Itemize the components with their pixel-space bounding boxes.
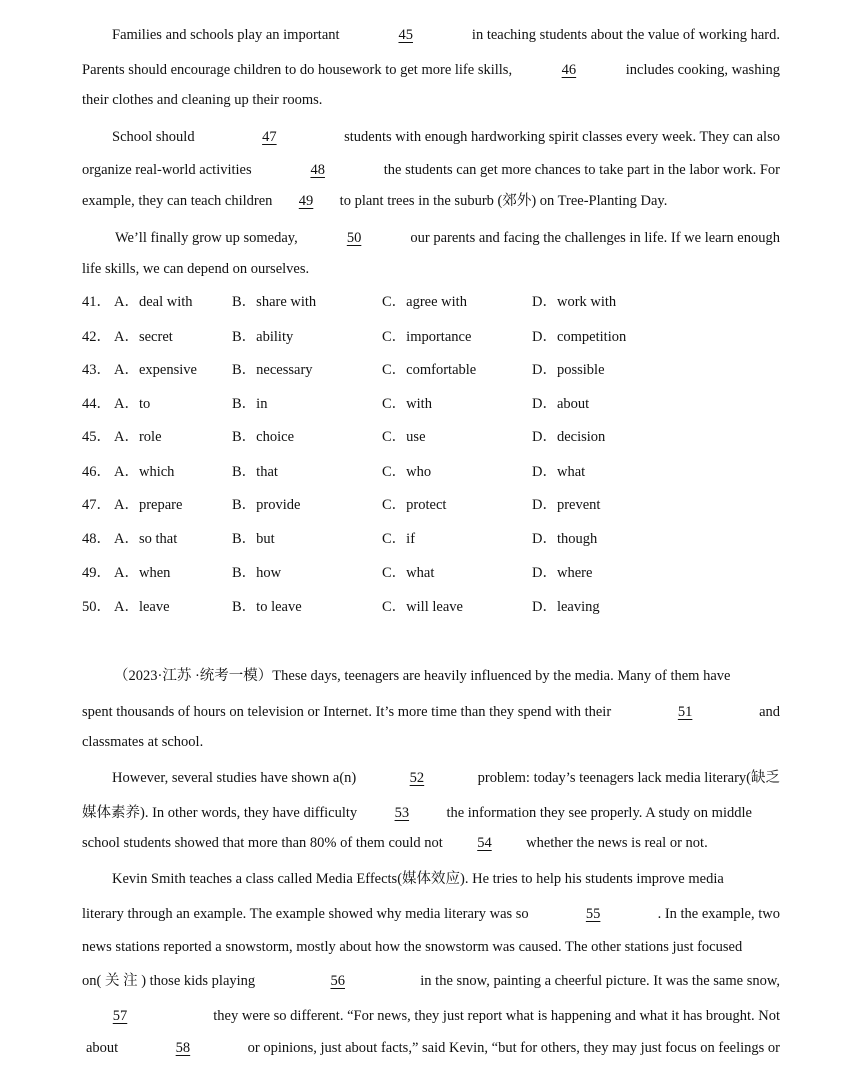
text: spent thousands of hours on television or Internet. It’s more time than they spend with their — [82, 704, 612, 720]
text: （2023·江苏 ·统考一模）These days, teenagers are heavily influenced by the media. Many of them have — [114, 668, 731, 684]
option-b: B．necessary — [232, 362, 313, 378]
text: students with enough hardworking spirit classes every week. They can also — [344, 129, 780, 145]
blank-45: 45 — [398, 27, 413, 43]
text: However, several studies have shown a(n) — [112, 770, 357, 786]
passage2-line — [82, 905, 780, 923]
blank-51: 51 — [677, 704, 693, 720]
text: to plant trees in the suburb (郊外) on Tree-Planting Day. — [339, 193, 668, 209]
text: . In the example, two — [657, 906, 780, 922]
option-c: C．importance — [382, 329, 472, 345]
option-a: A．when — [114, 565, 171, 581]
text: our parents and facing the challenges in life. If we learn enough — [410, 230, 780, 246]
question-number: 44． — [82, 396, 111, 412]
question-number: 49． — [82, 565, 111, 581]
option-c: C．who — [382, 464, 432, 480]
passage1-line — [115, 229, 780, 247]
option-d: D．decision — [532, 429, 606, 445]
text: news stations reported a snowstorm, mostly about how the snowstorm was caused. The other stations just focused — [82, 939, 743, 955]
option-b: B．that — [232, 464, 278, 480]
option-c: C．what — [382, 565, 435, 581]
passage2-line: classmates at school. — [82, 734, 204, 750]
blank-55: 55 — [585, 906, 601, 922]
passage1-line — [112, 128, 780, 146]
blank-54: 54 — [477, 835, 492, 851]
option-b: B．how — [232, 565, 282, 581]
text: Families and schools play an important — [112, 27, 340, 43]
passage1-line — [82, 192, 780, 210]
text: they were so different. “For news, they just report what is happening and what it has brought. Not — [213, 1008, 780, 1024]
option-a: A．leave — [114, 599, 170, 615]
question-number: 42． — [82, 329, 111, 345]
text: school students showed that more than 80% of them could not — [82, 835, 443, 851]
passage2-line — [112, 769, 780, 787]
text: literary through an example. The example showed why media literary was so — [82, 906, 529, 922]
text: about — [86, 1040, 119, 1056]
option-c: C．comfortable — [382, 362, 477, 378]
question-number: 45． — [82, 429, 111, 445]
option-b: B．ability — [232, 329, 294, 345]
blank-53: 53 — [394, 805, 410, 821]
option-a: A．secret — [114, 329, 173, 345]
option-a: A．to — [114, 396, 151, 412]
text: School should — [112, 129, 195, 145]
option-c: C．will leave — [382, 599, 463, 615]
passage2-line — [82, 703, 780, 721]
option-d: D．leaving — [532, 599, 600, 615]
text: Parents should encourage children to do housework to get more life skills, — [82, 62, 513, 78]
text: the students can get more chances to take part in the labor work. For — [383, 162, 780, 178]
blank-47: 47 — [262, 129, 277, 145]
passage2-line — [112, 870, 780, 888]
passage2-line — [82, 834, 780, 852]
option-c: C．use — [382, 429, 426, 445]
passage1-line — [112, 26, 780, 44]
option-d: D．work with — [532, 294, 617, 310]
question-number: 46． — [82, 464, 111, 480]
passage2-line — [82, 1007, 780, 1025]
passage2-line — [114, 667, 780, 685]
text: or opinions, just about facts,” said Kevin, “but for others, they may just focus on feelings or — [247, 1040, 780, 1056]
passage1-line — [82, 161, 780, 179]
option-d: D．prevent — [532, 497, 601, 513]
text: in teaching students about the value of working hard. — [471, 27, 780, 43]
question-number: 50． — [82, 599, 111, 615]
blank-58: 58 — [175, 1040, 191, 1056]
option-d: D．about — [532, 396, 590, 412]
text: We’ll finally grow up someday, — [115, 230, 298, 246]
passage2-line — [82, 972, 780, 990]
passage1-line: life skills, we can depend on ourselves. — [82, 261, 310, 277]
option-d: D．what — [532, 464, 586, 480]
text: organize real-world activities — [82, 162, 252, 178]
blank-57: 57 — [112, 1008, 128, 1024]
passage2-line — [82, 938, 780, 956]
option-a: A．so that — [114, 531, 178, 547]
option-b: B．but — [232, 531, 275, 547]
option-b: B．to leave — [232, 599, 302, 615]
option-b: B．share with — [232, 294, 317, 310]
option-d: D．though — [532, 531, 598, 547]
text: the information they see properly. A study on middle — [446, 805, 752, 821]
option-a: A．role — [114, 429, 162, 445]
option-a: A．expensive — [114, 362, 197, 378]
option-b: B．choice — [232, 429, 295, 445]
text: on( 关 注 ) those kids playing — [82, 973, 256, 989]
text: 媒体素养). In other words, they have difficulty — [82, 805, 358, 821]
blank-50: 50 — [346, 230, 362, 246]
passage2-line — [86, 1039, 780, 1057]
text: whether the news is real or not. — [526, 835, 708, 851]
option-d: D．where — [532, 565, 593, 581]
option-a: A．which — [114, 464, 175, 480]
text: in the snow, painting a cheerful picture. It was the same snow, — [420, 973, 780, 989]
option-a: A．prepare — [114, 497, 183, 513]
option-c: C．agree with — [382, 294, 467, 310]
option-a: A．deal with — [114, 294, 193, 310]
text: example, they can teach children — [82, 193, 273, 209]
blank-52: 52 — [409, 770, 425, 786]
question-number: 48． — [82, 531, 111, 547]
question-number: 41． — [82, 294, 111, 310]
text: Kevin Smith teaches a class called Media Effects(媒体效应). He tries to help his students improve media — [112, 871, 724, 887]
passage1-line: their clothes and cleaning up their rooms. — [82, 92, 323, 108]
option-b: B．provide — [232, 497, 301, 513]
option-c: C．if — [382, 531, 416, 547]
passage2-line — [82, 804, 780, 822]
text: problem: today’s teenagers lack media literary(缺乏 — [477, 770, 780, 786]
option-c: C．with — [382, 396, 432, 412]
blank-49: 49 — [298, 193, 314, 209]
option-c: C．protect — [382, 497, 447, 513]
passage1-line — [82, 61, 780, 79]
question-number: 47． — [82, 497, 111, 513]
text: and — [759, 704, 780, 720]
blank-46: 46 — [561, 62, 577, 78]
text: includes cooking, washing — [625, 62, 780, 78]
option-d: D．competition — [532, 329, 627, 345]
blank-48: 48 — [310, 162, 325, 178]
question-number: 43． — [82, 362, 111, 378]
option-b: B．in — [232, 396, 268, 412]
option-d: D．possible — [532, 362, 605, 378]
blank-56: 56 — [330, 973, 345, 989]
